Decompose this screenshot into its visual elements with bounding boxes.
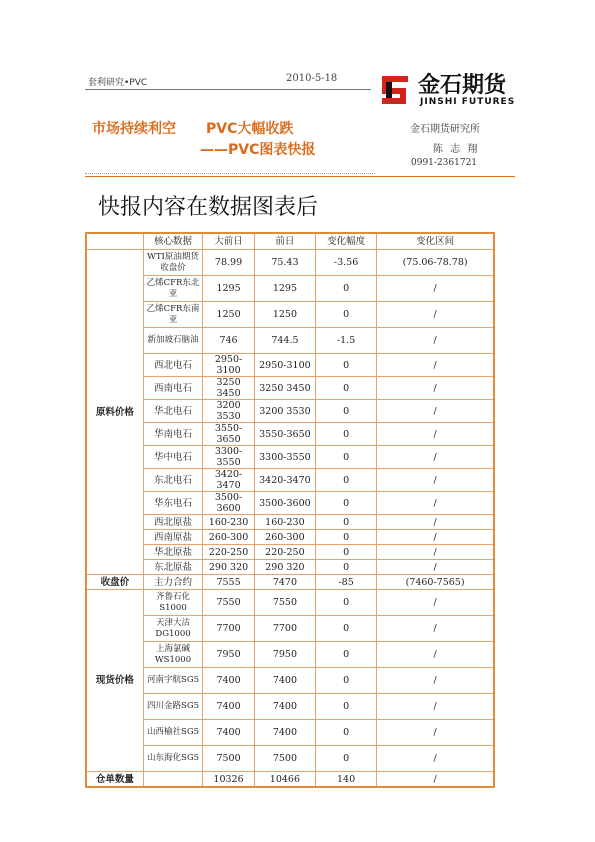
value-change: 0: [316, 276, 377, 302]
value-range: /: [377, 772, 494, 788]
value-change: 0: [316, 377, 377, 400]
value-previous-day: 7470: [254, 575, 315, 590]
value-previous-day: 3550-3650: [254, 423, 315, 446]
value-change: 0: [316, 616, 377, 642]
accent-divider: [85, 176, 515, 177]
column-header: 变化幅度: [316, 233, 377, 250]
table-row: [86, 642, 494, 668]
table-row: [86, 746, 494, 772]
title-part-a: 市场持续利空: [92, 121, 176, 137]
table-row: [86, 590, 494, 616]
row-item-name: 四川金路SG5: [143, 694, 202, 720]
group-label: 收盘价: [86, 575, 143, 590]
value-previous-day: 220-250: [254, 545, 315, 560]
value-change: -1.5: [316, 328, 377, 354]
value-change: 0: [316, 720, 377, 746]
dotted-divider: [85, 173, 375, 174]
section-heading: 快报内容在数据图表后: [98, 195, 319, 220]
value-change: 0: [316, 530, 377, 545]
row-item-name: 山东海化SG5: [143, 746, 202, 772]
value-change: 140: [316, 772, 377, 788]
logo-english-text: JINSHI FUTURES: [420, 97, 516, 107]
table-row: [86, 446, 494, 469]
value-range: /: [377, 694, 494, 720]
value-change: 0: [316, 492, 377, 515]
table-row: [86, 328, 494, 354]
column-header: 前日: [254, 233, 315, 250]
table-header-row: [86, 233, 494, 250]
value-range: /: [377, 328, 494, 354]
value-range: /: [377, 469, 494, 492]
value-previous-day: 260-300: [254, 530, 315, 545]
value-previous-day: 7550: [254, 590, 315, 616]
row-item-name: 华北原盐: [143, 545, 202, 560]
value-day-before: 7500: [203, 746, 255, 772]
value-change: -3.56: [316, 250, 377, 276]
column-header: 变化区间: [377, 233, 494, 250]
value-day-before: 3500-3600: [203, 492, 255, 515]
value-previous-day: 744.5: [254, 328, 315, 354]
table-row: [86, 423, 494, 446]
table-row: [86, 400, 494, 423]
value-change: 0: [316, 560, 377, 575]
value-day-before: 7555: [203, 575, 255, 590]
value-change: 0: [316, 545, 377, 560]
value-previous-day: 3420-3470: [254, 469, 315, 492]
value-range: /: [377, 746, 494, 772]
report-title-line1: [92, 118, 293, 138]
value-change: 0: [316, 694, 377, 720]
value-day-before: 10326: [203, 772, 255, 788]
report-date: 2010-5-18: [286, 73, 338, 84]
value-previous-day: 1250: [254, 302, 315, 328]
table-row: [86, 694, 494, 720]
row-item-name: 西南电石: [143, 377, 202, 400]
value-range: /: [377, 492, 494, 515]
author-org: 金石期货研究所: [410, 124, 480, 135]
row-item-name: 河南宇航SG5: [143, 668, 202, 694]
warehouse-row: [86, 772, 494, 788]
column-header: 核心数据: [143, 233, 202, 250]
title-part-b: PVC大幅收跌: [206, 121, 294, 137]
table-row: [86, 377, 494, 400]
author-name: 陈 志 翔: [433, 144, 480, 155]
value-range: /: [377, 302, 494, 328]
header-blank-cell: [86, 233, 143, 250]
value-previous-day: 7500: [254, 746, 315, 772]
table-row: [86, 616, 494, 642]
table-row: [86, 469, 494, 492]
value-change: 0: [316, 668, 377, 694]
row-item-name: 天津大沽DG1000: [143, 616, 202, 642]
author-phone: 0991-2361721: [411, 158, 478, 168]
value-previous-day: 1295: [254, 276, 315, 302]
column-header: 大前日: [203, 233, 255, 250]
value-day-before: 2950-3100: [203, 354, 255, 377]
value-range: /: [377, 668, 494, 694]
value-range: /: [377, 560, 494, 575]
row-item-name: 西南原盐: [143, 530, 202, 545]
value-previous-day: 7400: [254, 668, 315, 694]
value-change: 0: [316, 642, 377, 668]
group-label: 现货价格: [86, 590, 143, 772]
row-item-name: 华南电石: [143, 423, 202, 446]
value-previous-day: 7400: [254, 720, 315, 746]
table-row: [86, 545, 494, 560]
row-item-name: 上海氯碱WS1000: [143, 642, 202, 668]
value-change: 0: [316, 354, 377, 377]
value-day-before: 7400: [203, 720, 255, 746]
value-day-before: 7400: [203, 668, 255, 694]
value-previous-day: 3300-3550: [254, 446, 315, 469]
value-change: 0: [316, 400, 377, 423]
value-range: /: [377, 545, 494, 560]
value-day-before: 220-250: [203, 545, 255, 560]
value-day-before: 7700: [203, 616, 255, 642]
header-divider: [85, 89, 371, 90]
report-title-line2: ——PVC图表快报: [200, 142, 316, 158]
value-previous-day: 10466: [254, 772, 315, 788]
value-day-before: 746: [203, 328, 255, 354]
row-item-name: 东北电石: [143, 469, 202, 492]
value-range: /: [377, 354, 494, 377]
group-label: 原料价格: [86, 250, 143, 575]
value-change: 0: [316, 590, 377, 616]
value-day-before: 7550: [203, 590, 255, 616]
value-day-before: 3250 3450: [203, 377, 255, 400]
table-row: [86, 720, 494, 746]
value-day-before: 1250: [203, 302, 255, 328]
value-range: /: [377, 530, 494, 545]
value-change: 0: [316, 515, 377, 530]
table-row: [86, 276, 494, 302]
row-item-name: 华北电石: [143, 400, 202, 423]
value-range: /: [377, 423, 494, 446]
value-range: /: [377, 446, 494, 469]
value-day-before: 3550-3650: [203, 423, 255, 446]
table-row: [86, 354, 494, 377]
row-item-name: 山西榆社SG5: [143, 720, 202, 746]
value-change: 0: [316, 469, 377, 492]
row-item-name: 西北电石: [143, 354, 202, 377]
value-day-before: 3200 3530: [203, 400, 255, 423]
value-day-before: 3300-3550: [203, 446, 255, 469]
close-price-row: [86, 575, 494, 590]
table-row: [86, 515, 494, 530]
value-day-before: 1295: [203, 276, 255, 302]
value-range: /: [377, 377, 494, 400]
row-item-name: WTI原油期货收盘价: [143, 250, 202, 276]
value-range: /: [377, 642, 494, 668]
value-change: 0: [316, 302, 377, 328]
row-item-name: 乙烯CFR东南亚: [143, 302, 202, 328]
value-day-before: 290 320: [203, 560, 255, 575]
value-range: (7460-7565): [377, 575, 494, 590]
value-previous-day: 290 320: [254, 560, 315, 575]
value-change: 0: [316, 423, 377, 446]
value-previous-day: 75.43: [254, 250, 315, 276]
value-previous-day: 160-230: [254, 515, 315, 530]
company-logo: [378, 70, 516, 112]
value-day-before: 3420-3470: [203, 469, 255, 492]
logo-chinese-text: 金石期货: [418, 73, 507, 98]
value-previous-day: 2950-3100: [254, 354, 315, 377]
report-category: 套利研究•PVC: [88, 78, 148, 88]
table-row: [86, 302, 494, 328]
value-previous-day: 7400: [254, 694, 315, 720]
value-day-before: 7950: [203, 642, 255, 668]
row-item-name: 东北原盐: [143, 560, 202, 575]
value-range: /: [377, 400, 494, 423]
table-row: [86, 492, 494, 515]
value-day-before: 160-230: [203, 515, 255, 530]
row-item-name: 西北原盐: [143, 515, 202, 530]
value-change: 0: [316, 446, 377, 469]
logo-mark-icon: [378, 70, 414, 110]
table-row: [86, 560, 494, 575]
value-previous-day: 3250 3450: [254, 377, 315, 400]
table-row: [86, 250, 494, 276]
value-day-before: 7400: [203, 694, 255, 720]
row-item-name: 新加坡石脑油: [143, 328, 202, 354]
row-item-name: [143, 772, 202, 788]
value-previous-day: 3500-3600: [254, 492, 315, 515]
value-day-before: 260-300: [203, 530, 255, 545]
value-previous-day: 3200 3530: [254, 400, 315, 423]
value-day-before: 78.99: [203, 250, 255, 276]
value-range: /: [377, 720, 494, 746]
value-range: (75.06-78.78): [377, 250, 494, 276]
row-item-name: 齐鲁石化S1000: [143, 590, 202, 616]
value-change: 0: [316, 746, 377, 772]
table-row: [86, 668, 494, 694]
row-item-name: 华东电石: [143, 492, 202, 515]
row-item-name: 华中电石: [143, 446, 202, 469]
row-item-name: 乙烯CFR东北亚: [143, 276, 202, 302]
value-range: /: [377, 590, 494, 616]
table-row: [86, 530, 494, 545]
value-range: /: [377, 276, 494, 302]
value-previous-day: 7950: [254, 642, 315, 668]
value-change: -85: [316, 575, 377, 590]
value-range: /: [377, 515, 494, 530]
pvc-data-table: [85, 232, 495, 788]
value-previous-day: 7700: [254, 616, 315, 642]
group-label: 仓单数量: [86, 772, 143, 788]
row-item-name: 主力合约: [143, 575, 202, 590]
value-range: /: [377, 616, 494, 642]
